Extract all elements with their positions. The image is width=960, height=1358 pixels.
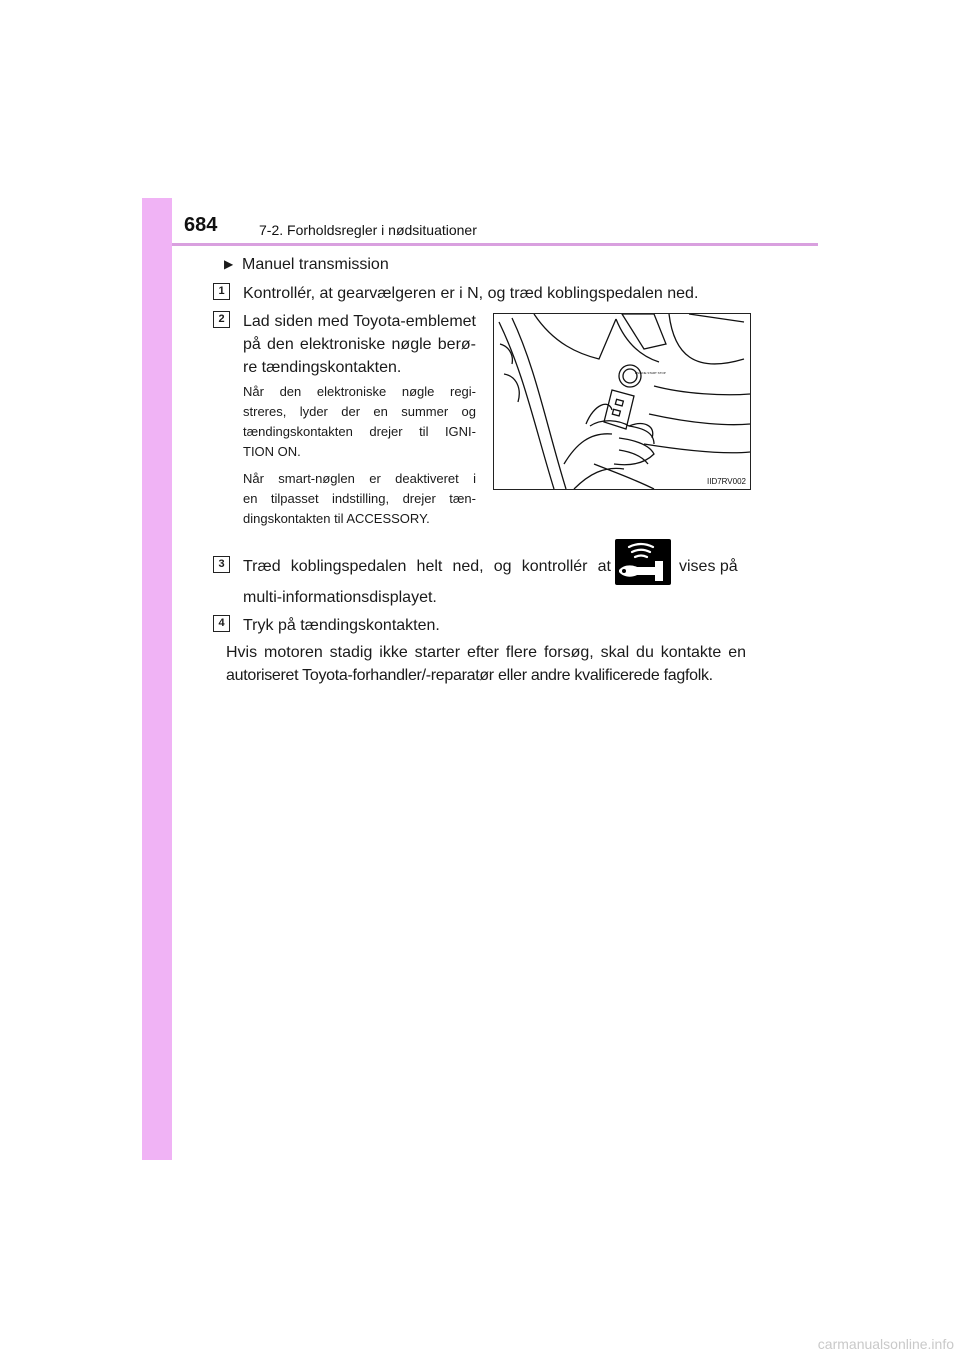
illustration-key-on-start-button xyxy=(493,313,751,490)
step-2-line: Lad siden med Toyota-emblemet xyxy=(243,313,476,330)
section-title: 7-2. Forholdsregler i nødsituationer xyxy=(259,222,477,238)
section-sidebar-tab xyxy=(142,198,172,1160)
step-2-line: re tændingskontakten. xyxy=(243,359,402,376)
subheading-text: Manuel transmission xyxy=(242,256,389,273)
start-button-label: ENGINE START STOP xyxy=(635,371,666,375)
step-number-3: 3 xyxy=(213,556,230,573)
note-line: TION ON. xyxy=(243,444,301,459)
step-number-1: 1 xyxy=(213,283,230,300)
step-3-text-after: vises på xyxy=(679,558,738,575)
key-signal-icon-graphic xyxy=(615,539,671,585)
note-line: Når smart-nøglen er deaktiveret i xyxy=(243,471,476,486)
step-1-text: Kontrollér, at gearvælgeren er i N, og træd koblingspedalen ned. xyxy=(243,285,699,302)
step-4-text: Tryk på tændingskontakten. xyxy=(243,617,440,634)
note-line: streres, lyder der en summer og xyxy=(243,404,476,419)
note-line: Når den elektroniske nøgle regi- xyxy=(243,384,476,399)
step-2-text xyxy=(243,310,476,379)
page-number: 684 xyxy=(184,214,218,236)
closing-line: autoriseret Toyota-forhandler/-reparatør eller andre kvalificerede fagfolk. xyxy=(226,667,713,684)
note-line: dingskontakten til ACCESSORY. xyxy=(243,511,430,526)
note-deactivated xyxy=(243,469,476,529)
illustration-code: IID7RV002 xyxy=(707,477,746,486)
header-rule xyxy=(172,243,818,246)
note-line: en tilpasset indstilling, drejer tæn- xyxy=(243,491,476,506)
note-registration xyxy=(243,382,476,462)
dashboard-line-drawing xyxy=(494,314,750,489)
step-2-line: på den elektroniske nøgle berø- xyxy=(243,336,476,353)
triangle-right-icon: ▶ xyxy=(224,257,234,271)
step-3-text-before: Træd koblingspedalen helt ned, og kontrollér at xyxy=(243,558,611,575)
key-signal-icon xyxy=(615,539,671,585)
subheading xyxy=(224,256,389,274)
step-number-2: 2 xyxy=(213,311,230,328)
closing-line: Hvis motoren stadig ikke starter efter flere forsøg, skal du kontakte en xyxy=(226,644,746,661)
step-3-text-line2: multi-informationsdisplayet. xyxy=(243,589,437,606)
watermark: carmanualsonline.info xyxy=(817,1336,954,1352)
note-line: tændingskontakten drejer til IGNI- xyxy=(243,424,476,439)
step-number-4: 4 xyxy=(213,615,230,632)
closing-paragraph xyxy=(226,641,746,687)
